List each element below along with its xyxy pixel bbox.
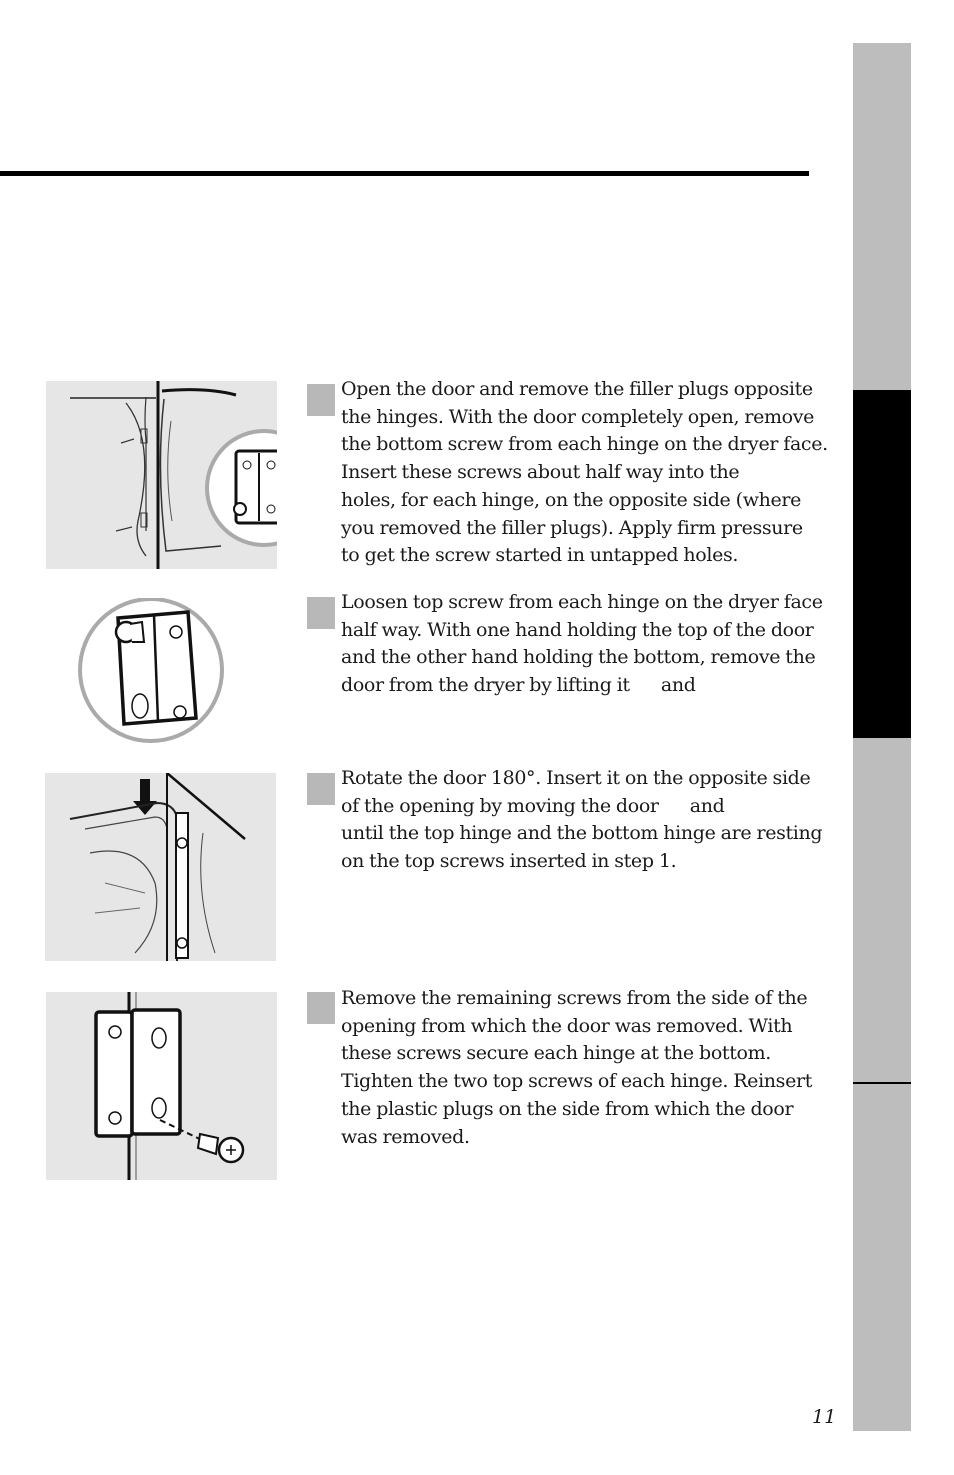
door-rotate-insert-icon — [45, 773, 276, 961]
text-line: Rotate the door 180°. Insert it on the opposite side — [341, 767, 811, 789]
step-3-marker — [307, 773, 335, 805]
page-number: 11 — [812, 1406, 837, 1428]
text-line: and the other hand holding the bottom, remove the — [341, 646, 816, 669]
header-rule — [0, 171, 809, 176]
text-line: these screws secure each hinge at the bottom. — [341, 1042, 771, 1065]
step-4-illustration — [46, 992, 277, 1180]
step-2-illustration — [78, 598, 226, 746]
text-line: Loosen top screw from each hinge on the dryer face — [341, 591, 823, 613]
step-4-marker — [307, 992, 335, 1024]
text-line: you removed the filler plugs). Apply firm pressure — [341, 516, 803, 539]
text-line: holes, for each hinge, on the opposite side (where — [341, 488, 802, 511]
text-line: of the opening by moving the door and — [341, 794, 725, 817]
text-line: the bottom screw from each hinge on the dryer face. — [341, 433, 828, 456]
text-line: Open the door and remove the filler plugs opposite — [341, 378, 813, 400]
text-line: half way. With one hand holding the top of the door — [341, 618, 814, 641]
text-line: to get the screw started in untapped holes. — [341, 544, 739, 567]
text-line: door from the dryer by lifting it and — [341, 674, 696, 697]
door-hinge-screw-insert-icon — [46, 381, 277, 569]
step-1-text — [341, 376, 828, 570]
text-line: the hinges. With the door completely open, remove — [341, 405, 815, 428]
section-tab-divider — [853, 1082, 911, 1084]
text-line: Insert these screws about half way into the — [341, 461, 740, 484]
text-line: opening from which the door was removed. With — [341, 1014, 793, 1037]
text-line: Remove the remaining screws from the side of the — [341, 987, 808, 1009]
step-1-marker — [307, 384, 335, 416]
hinge-loosen-screw-icon — [78, 598, 226, 746]
text-line: Tighten the two top screws of each hinge. Reinsert — [341, 1070, 812, 1093]
text-line: until the top hinge and the bottom hinge are resting — [341, 822, 823, 845]
step-2-marker — [307, 597, 335, 629]
step-2-text — [341, 589, 823, 700]
step-3-text — [341, 765, 823, 876]
hinge-secure-screw-icon — [46, 992, 277, 1180]
step-4-text — [341, 985, 813, 1151]
text-line: was removed. — [341, 1125, 470, 1148]
active-section-tab — [853, 390, 911, 738]
step-3-illustration — [45, 773, 276, 961]
step-1-illustration — [46, 381, 277, 569]
text-line: on the top screws inserted in step 1. — [341, 850, 677, 873]
text-line: the plastic plugs on the side from which the door — [341, 1097, 794, 1120]
